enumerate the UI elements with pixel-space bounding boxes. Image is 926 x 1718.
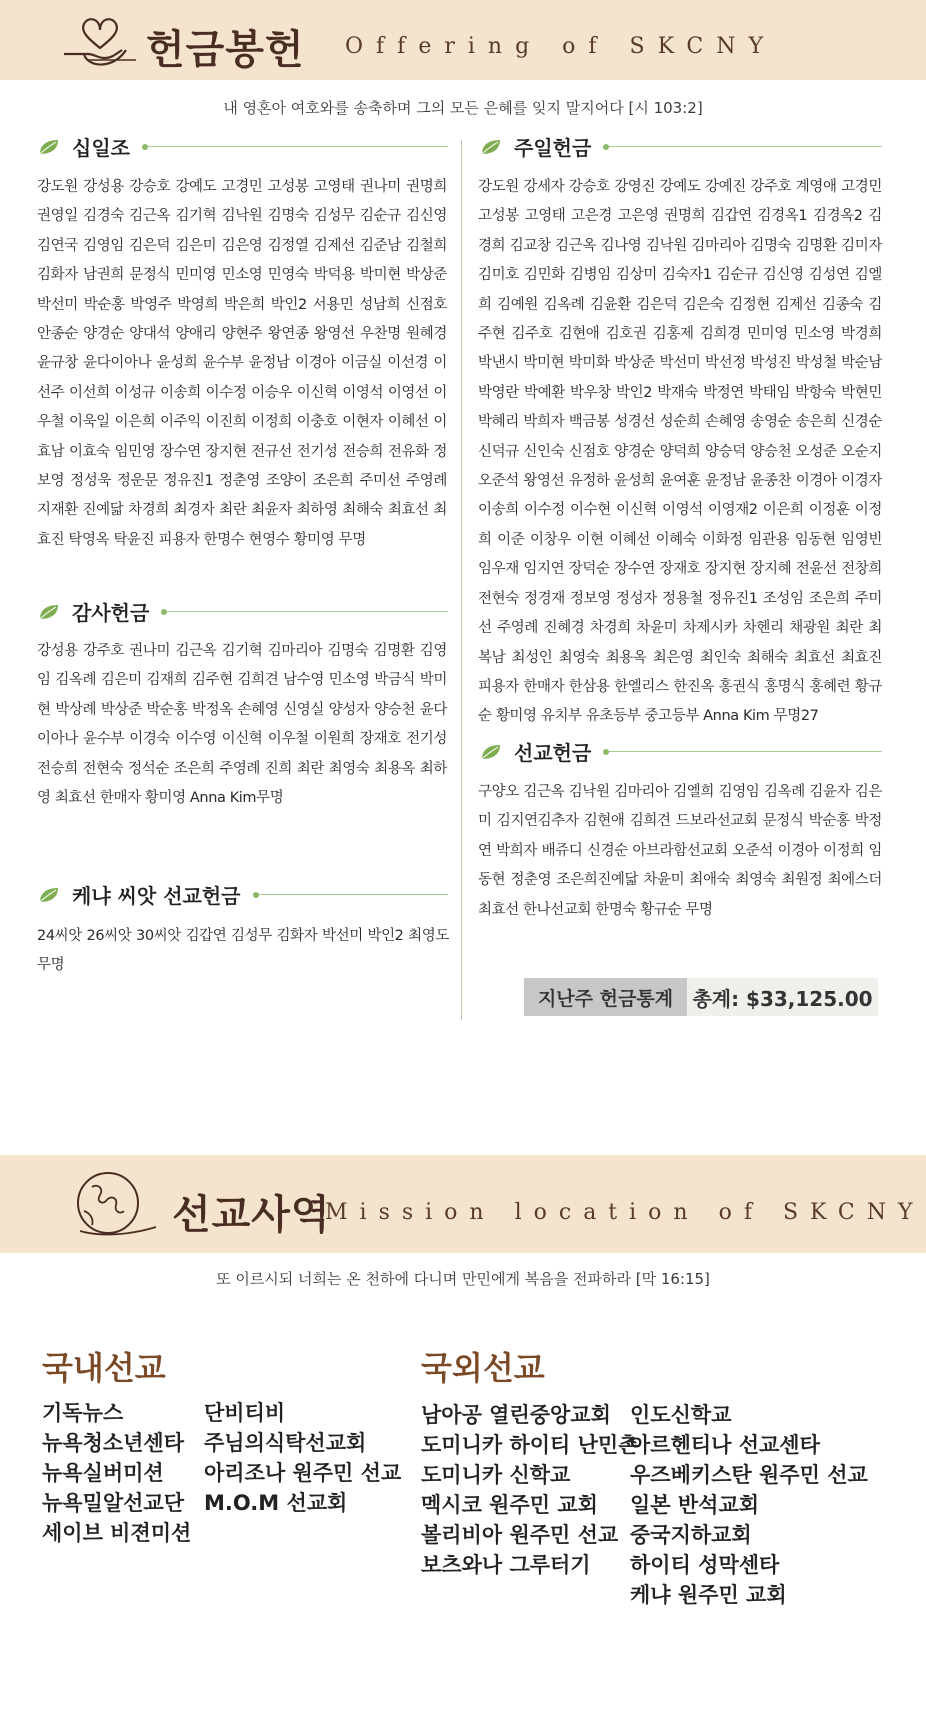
list-item: M.O.M 선교회 [204, 1491, 348, 1515]
thanks-label: 감사헌금 [72, 601, 150, 625]
mission-offering-names: 구양오 김근옥 김낙원 김마리아 김엘희 김영임 김옥례 김윤자 김은미 김지연김추자 김현애 김희견 드보라선교회 문정식 박순홍 박정연 박희자 배쥬디 신경순 아브라함선교회 오준석 이경아 이정희 임동현 정춘영 조은희진예닯 차윤미 최애숙 최영숙 최원정 최에스더 최효선 한나선교회 한명숙 황규순 무명 [478, 784, 882, 918]
offering-title: 헌금봉헌 [146, 27, 305, 73]
seed-heading [38, 880, 448, 909]
seed-label: 케냐 씨앗 선교헌금 [72, 884, 241, 908]
list-item: 단비티비 [204, 1401, 286, 1425]
overseas-list-2 [630, 1400, 868, 1610]
stats-label: 지난주 헌금통계 [524, 978, 687, 1016]
tithe-label: 십일조 [72, 136, 130, 160]
heading-line [167, 611, 448, 612]
list-item: 아르헨티나 선교센타 [630, 1433, 820, 1457]
list-item: 도미니카 하이티 난민촌 [421, 1433, 639, 1457]
domestic-list-2 [204, 1398, 401, 1518]
heading-line [148, 146, 448, 147]
list-item: 우즈베키스탄 원주민 선교 [630, 1463, 868, 1487]
list-item: 뉴욕실버미션 [42, 1461, 164, 1485]
list-item: 중국지하교회 [630, 1523, 752, 1547]
heading-line [609, 146, 882, 147]
mission-offering-heading [480, 737, 882, 766]
overseas-list-1 [421, 1400, 638, 1580]
list-item: 보츠와나 그루터기 [421, 1553, 591, 1577]
missions-subtitle: Mission location of SKCNY [325, 1200, 925, 1225]
seed-names: 24씨앗 26씨앗 30씨앗 김갑연 김성무 김화자 박선미 박인2 최영도 무명 [37, 928, 449, 974]
thanks-names: 강성용 강주호 권나미 김근옥 김기혁 김마리아 김명숙 김명환 김영임 김옥례 김은미 김재희 김주현 김희견 남수영 민소영 박금식 박미현 박상례 박상준 박순홍 박정옥 손혜영 신영실 양성자 양승천 윤다이아나 윤수부 이경숙 이수영 이신혁 이우철 이원희 장재호 전기성 전승희 전현숙 정석순 조은희 주영례 진희 최란 최영숙 최용옥 최하영 최효선 한매자 황미영 Anna Kim무명 [37, 643, 447, 807]
thanks-heading [38, 597, 448, 626]
list-item: 일본 반석교회 [630, 1493, 760, 1517]
offering-verse: 내 영혼아 여호와를 송축하며 그의 모든 은혜를 잊지 말지어다 [시 103:2] [223, 99, 703, 117]
heading-line [259, 894, 449, 895]
list-item: 멕시코 원주민 교회 [421, 1493, 598, 1517]
sunday-names: 강도원 강세자 강승호 강영진 강예도 강예진 강주호 계영애 고경민 고성봉 고영태 고은경 고은영 권명희 김갑연 김경옥1 김경옥2 김경희 김교창 김근옥 김나영 김낙원 김마리아 김명숙 김명환 김미자 김미호 김민화 김병임 김상미 김숙자1 김순규 김신영 김성연 김엘희 김예원 김옥례 김윤환 김은덕 김은숙 김정현 김제선 김종숙 김주현 김주호 김현애 김호권 김홍제 김희경 민미영 민소영 박경희 박낸시 박미현 박미화 박상준 박선미 박선정 박성진 박성철 박순남 박영란 박예환 박우창 박인2 박재숙 박정연 박태임 박항숙 박현민 박혜리 박희자 백금봉 성경선 성순희 손혜영 송영순 송은희 신경순 신덕규 신인숙 신점호 양경순 양덕희 양승덕 양승천 오성준 오순지 오준석 왕영선 유정하 윤성희 윤여훈 윤정남 윤종찬 이경아 이경자 이송희 이수정 이수현 이신혁 이영석 이영재2 이은희 이정훈 이정희 이준 이창우 이현 이혜선 이혜숙 이화정 임관용 임동현 임영빈 임우재 임지연 장덕순 장수연 장재호 장지현 장지혜 전윤선 전창희 전현숙 정경재 정보영 정성자 정용철 정유진1 조성임 조은희 주미선 주영례 진혜경 차경희 차윤미 차제시카 차헨리 채광원 최란 최복남 최성인 최영숙 최용옥 최은영 최인숙 최해숙 최효선 최효진 피용자 한매자 한삼용 한엘리스 한진옥 홍권식 홍명식 홍혜련 황규순 황미영 유치부 유초등부 중고등부 Anna Kim 무명27 [478, 179, 882, 725]
stats-total: 총계: $33,125.00 [687, 978, 878, 1016]
missions-title: 선교사역 [172, 1192, 331, 1238]
list-item: 주님의식탁선교회 [204, 1431, 367, 1455]
leaf-icon [38, 138, 62, 156]
leaf-icon [38, 603, 62, 621]
tithe-heading [38, 132, 448, 161]
leaf-icon [38, 886, 62, 904]
tithe-names: 강도원 강성용 강승호 강예도 고경민 고성봉 고영태 권나미 권명희 권영일 김경숙 김근옥 김기혁 김낙원 김명숙 김성무 김순규 김신영 김연국 김영임 김은덕 김은미 김은영 김정열 김제선 김준남 김철희 김화자 남권희 문정식 민미영 민소영 민영숙 박덕용 박미현 박상준 박선미 박순홍 박영주 박영희 박은희 박인2 서용민 성남희 신점호 안종순 양경순 양대석 양애리 양현주 왕연종 왕영선 우찬명 원혜경 윤규창 윤다이아나 윤성희 윤수부 윤정남 이경아 이금실 이선경 이선주 이선희 이성규 이송희 이수정 이승우 이신혁 이영석 이영선 이우철 이욱일 이은희 이주익 이진희 이정희 이충호 이현자 이혜선 이효남 이효숙 임민영 장수연 장지현 전규선 전기성 전승희 전유화 정보영 정성욱 정운문 정유진1 정춘영 조양이 조은희 주미선 주영례 지재환 진예닯 차경희 최경자 최란 최윤자 최하영 최해숙 최효선 최효진 탁영옥 탁윤진 피용자 한명수 현영수 황미영 무명 [37, 179, 447, 548]
list-item: 인도신학교 [630, 1403, 732, 1427]
list-item: 세이브 비젼미션 [42, 1521, 192, 1545]
missions-banner [0, 1155, 926, 1253]
offering-banner [0, 0, 926, 80]
domestic-list-1 [42, 1398, 191, 1548]
list-item: 케냐 원주민 교회 [630, 1583, 787, 1607]
list-item: 하이티 성막센타 [630, 1553, 780, 1577]
list-item: 남아공 열린중앙교회 [421, 1403, 611, 1427]
column-divider [461, 140, 462, 1020]
sunday-label: 주일헌금 [514, 136, 592, 160]
offering-subtitle: Offering of SKCNY [345, 34, 777, 59]
mission-offering-label: 선교헌금 [514, 741, 592, 765]
list-item: 아리조나 원주민 선교 [204, 1461, 402, 1485]
leaf-icon [480, 743, 504, 761]
list-item: 뉴욕밀알선교단 [42, 1491, 185, 1515]
list-item: 기독뉴스 [42, 1401, 124, 1425]
globe-icon [70, 1165, 160, 1245]
overseas-heading: 국외선교 [421, 1349, 545, 1387]
list-item: 볼리비아 원주민 선교 [421, 1523, 619, 1547]
list-item: 뉴욕청소년센타 [42, 1431, 185, 1455]
heart-hands-icon [60, 10, 140, 72]
offering-stats [524, 978, 878, 1016]
heading-line [609, 751, 882, 752]
list-item: 도미니카 신학교 [421, 1463, 571, 1487]
leaf-icon [480, 138, 504, 156]
sunday-heading [480, 132, 882, 161]
missions-verse: 또 이르시되 너희는 온 천하에 다니며 만민에게 복음을 전파하라 [막 16:15] [216, 1270, 710, 1288]
domestic-heading: 국내선교 [42, 1349, 166, 1387]
